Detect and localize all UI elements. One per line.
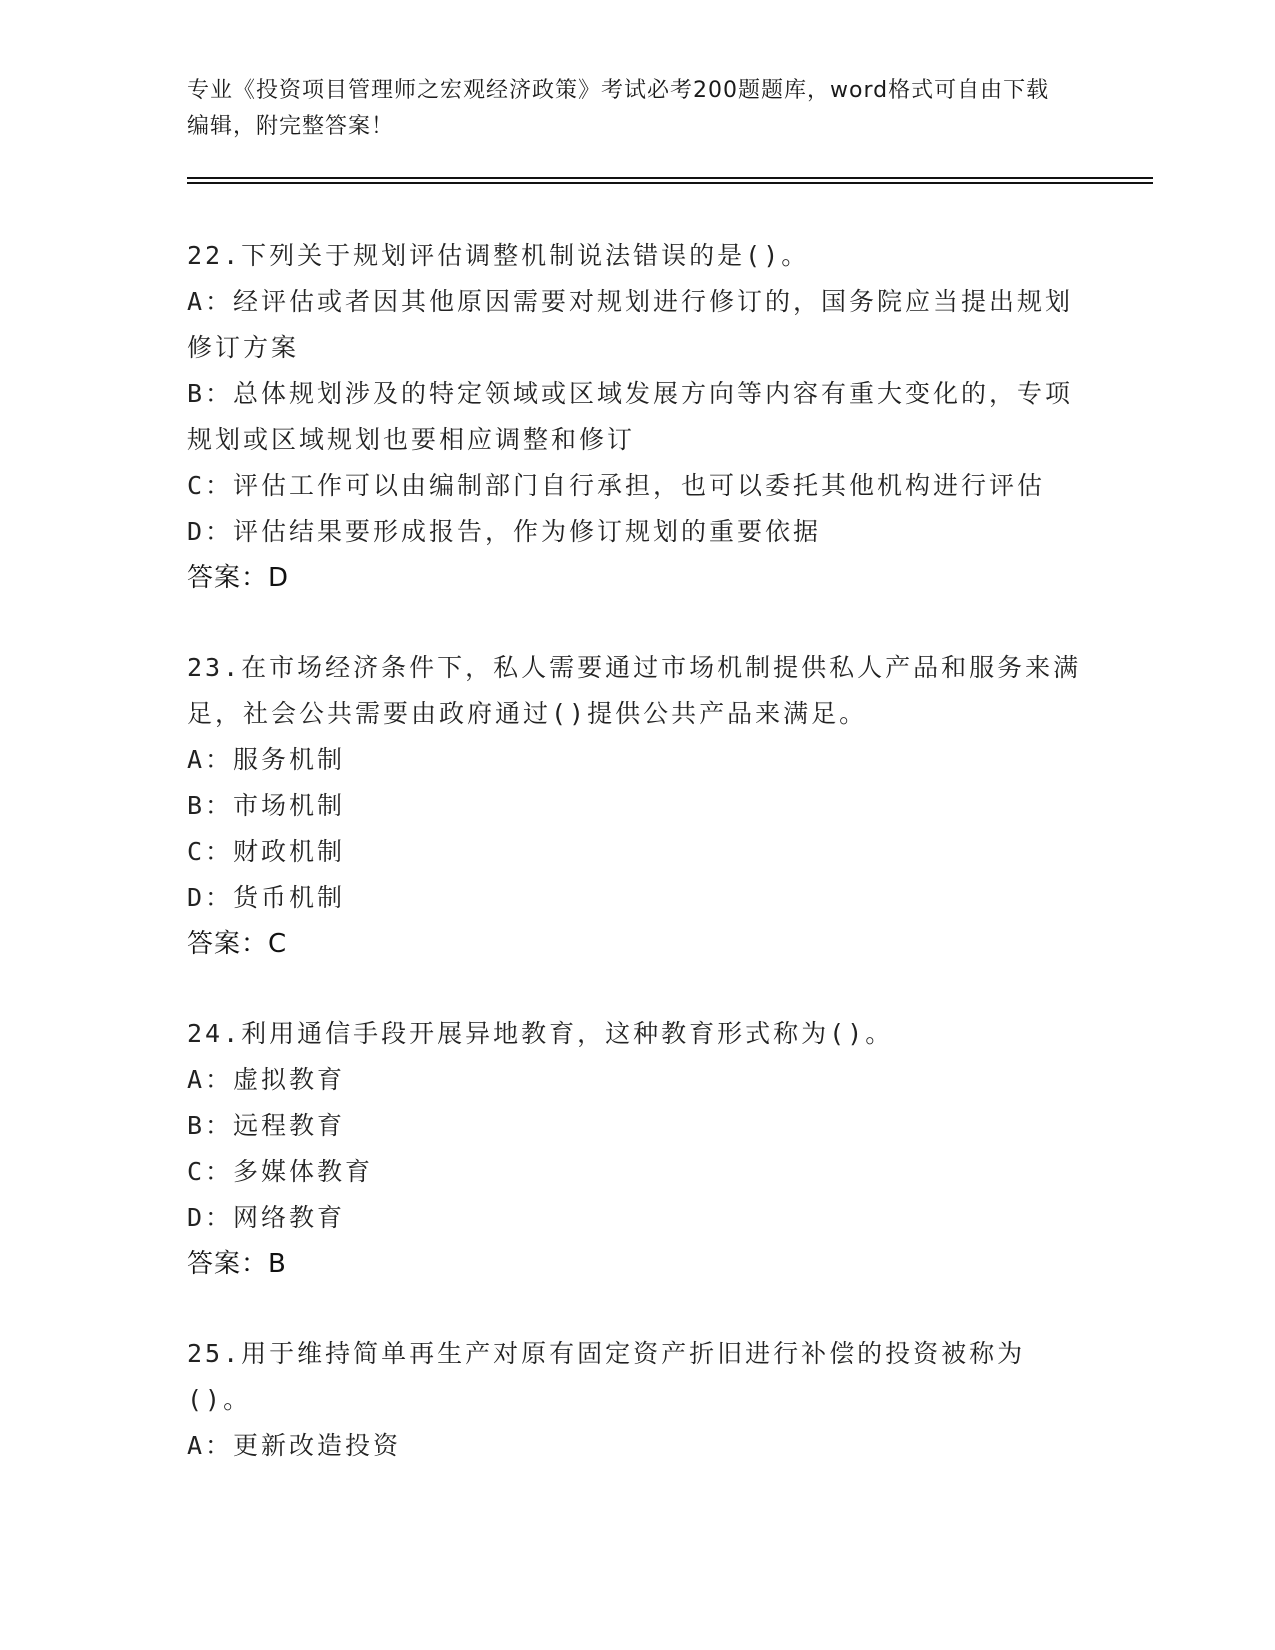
- option-d: D：评估结果要形成报告，作为修订规划的重要依据: [187, 517, 822, 546]
- option-c: C：多媒体教育: [187, 1157, 374, 1186]
- option-a: A：经评估或者因其他原因需要对规划进行修订的，国务院应当提出规划修订方案: [187, 287, 1074, 362]
- option-b: B：远程教育: [187, 1111, 346, 1140]
- option-a: A：服务机制: [187, 745, 346, 774]
- question-25: [187, 1331, 1087, 1469]
- document-header: 专业《投资项目管理师之宏观经济政策》考试必考200题题库，word格式可自由下载编辑，附完整答案！: [187, 78, 1050, 139]
- option-d: D：网络教育: [187, 1203, 346, 1232]
- question-stem: 24.利用通信手段开展异地教育，这种教育形式称为()。: [187, 1019, 894, 1048]
- option-d: D：货币机制: [187, 883, 346, 912]
- question-stem: 22.下列关于规划评估调整机制说法错误的是()。: [187, 241, 810, 270]
- header-rule-top: [187, 177, 1153, 179]
- option-a: A：更新改造投资: [187, 1431, 402, 1460]
- answer: 答案：B: [187, 1249, 287, 1279]
- question-stem: 25.用于维持简单再生产对原有固定资产折旧进行补偿的投资被称为()。: [187, 1339, 1026, 1414]
- question-stem: 23.在市场经济条件下，私人需要通过市场机制提供私人产品和服务来满足，社会公共需要由政府通过()提供公共产品来满足。: [187, 653, 1082, 728]
- option-c: C：评估工作可以由编制部门自行承担，也可以委托其他机构进行评估: [187, 471, 1046, 500]
- answer: 答案：C: [187, 929, 288, 959]
- header-rule-bottom: [187, 182, 1153, 184]
- option-b: B：市场机制: [187, 791, 346, 820]
- question-22: [187, 233, 1087, 601]
- question-23: [187, 645, 1087, 967]
- option-b: B：总体规划涉及的特定领域或区域发展方向等内容有重大变化的，专项规划或区域规划也要相应调整和修订: [187, 379, 1074, 454]
- question-24: [187, 1011, 1087, 1287]
- option-c: C：财政机制: [187, 837, 346, 866]
- option-a: A：虚拟教育: [187, 1065, 346, 1094]
- answer: 答案：D: [187, 563, 290, 593]
